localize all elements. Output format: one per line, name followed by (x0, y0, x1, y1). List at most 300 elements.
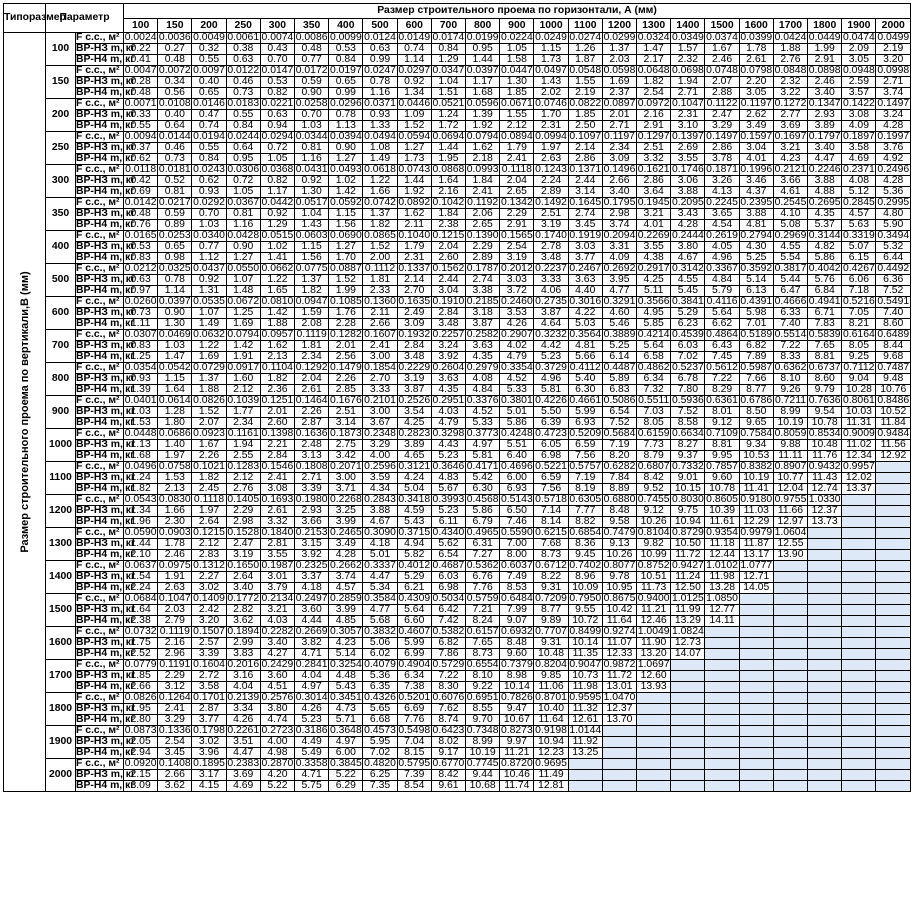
value-cell: 11.03 (739, 506, 773, 517)
param-label: ВР-Н4 m, кг (76, 252, 135, 263)
value-cell: 0.8204 (535, 659, 567, 670)
empty-cell (773, 561, 807, 572)
value-cell: 7.32 (637, 385, 671, 396)
value-cell: 4.35 (431, 385, 465, 396)
value-cell: 3.62 (158, 781, 192, 792)
value-cell: 0.2237 (535, 263, 567, 274)
value-cell: 0.5514 (774, 329, 807, 340)
value-cell: 7.22 (431, 671, 465, 682)
value-cell: 8.27 (671, 440, 705, 451)
width-header-300: 300 (260, 19, 294, 33)
value-cell: 1.15 (329, 209, 363, 220)
value-cell: 0.40 (192, 77, 226, 88)
value-cell: 8.58 (671, 418, 705, 429)
value-cell: 0.7745 (466, 758, 499, 769)
value-cell: 0.81 (158, 187, 192, 198)
value-cell: 5.51 (500, 440, 534, 451)
value-cell: 2.29 (226, 506, 260, 517)
height-size-cell: 200 (46, 99, 76, 132)
value-cell: 13.01 (602, 682, 636, 693)
value-cell: 2.87 (192, 704, 226, 715)
value-cell: 1.03 (124, 407, 158, 418)
value-cell: 0.0437 (193, 263, 225, 274)
value-cell: 0.1342 (500, 197, 533, 208)
value-cell: 0.70 (295, 110, 329, 121)
value-cell: 1.69 (226, 319, 260, 330)
param-label: ВР-НЗ m, кг (76, 307, 136, 318)
value-cell: 0.0368 (261, 164, 294, 175)
value-cell: 2.64 (226, 572, 260, 583)
empty-cell (671, 748, 705, 759)
value-cell: 0.1645 (569, 197, 602, 208)
value-cell: 0.0598 (603, 65, 636, 76)
value-cell: 0.1191 (159, 659, 191, 670)
value-cell: 1.70 (329, 253, 363, 264)
value-cell: 10.03 (842, 407, 876, 418)
value-cell: 0.4941 (808, 296, 841, 307)
value-cell: 5.85 (637, 319, 671, 330)
value-cell: 0.0848 (774, 65, 807, 76)
value-cell: 2.26 (192, 451, 226, 462)
value-cell: 2.34 (295, 352, 329, 363)
value-cell: 4.28 (876, 176, 911, 187)
value-cell: 0.0197 (329, 65, 362, 76)
value-cell: 0.0428 (227, 230, 260, 241)
value-cell: 2.02 (534, 88, 568, 99)
value-cell: 6.82 (739, 341, 773, 352)
empty-cell (739, 605, 773, 616)
value-cell: 3.48 (534, 253, 568, 264)
value-cell: 0.9957 (842, 461, 875, 472)
value-cell: 9.13 (602, 539, 636, 550)
value-cell: 0.2071 (329, 461, 362, 472)
value-cell: 0.6164 (842, 329, 875, 340)
empty-cell (808, 539, 842, 550)
value-cell: 0.0542 (158, 362, 191, 373)
value-cell: 0.1607 (364, 329, 396, 340)
value-cell: 0.1787 (466, 263, 499, 274)
value-cell: 7.52 (671, 407, 705, 418)
value-cell: 1.16 (295, 154, 329, 165)
empty-cell (637, 759, 671, 770)
value-cell: 1.14 (158, 286, 192, 297)
table-row (4, 187, 911, 198)
value-cell: 3.33 (363, 385, 397, 396)
value-cell: 6.14 (602, 352, 636, 363)
value-cell: 2.91 (637, 121, 671, 132)
value-cell: 0.3592 (740, 263, 773, 274)
width-header-500: 500 (363, 19, 397, 33)
value-cell: 0.0297 (398, 65, 431, 76)
value-cell: 1.96 (124, 517, 158, 528)
value-cell: 2.84 (397, 341, 431, 352)
value-cell: 0.0648 (637, 65, 670, 76)
value-cell: 0.0993 (466, 164, 499, 175)
value-cell: 4.52 (500, 374, 534, 385)
value-cell: 1.66 (363, 187, 397, 198)
value-cell: 0.7348 (466, 725, 499, 736)
param-label: ВР-Н4 m, кг (76, 318, 135, 329)
value-cell: 0.1980 (295, 494, 328, 505)
value-cell: 7.22 (705, 374, 739, 385)
value-cell: 6.83 (602, 385, 636, 396)
value-cell: 14.11 (705, 616, 739, 627)
value-cell: 0.0596 (466, 98, 499, 109)
empty-cell (842, 627, 876, 638)
value-cell: 11.61 (705, 517, 739, 528)
value-cell: 2.12 (226, 385, 260, 396)
value-cell: 12.02 (842, 473, 876, 484)
value-cell: 0.4226 (535, 395, 567, 406)
value-cell: 0.63 (260, 110, 294, 121)
value-cell: 6.59 (534, 473, 568, 484)
value-cell: 0.0072 (158, 65, 191, 76)
value-cell: 4.60 (602, 308, 636, 319)
value-cell: 0.1497 (877, 98, 910, 109)
value-cell: 0.2139 (227, 692, 260, 703)
value-cell: 4.06 (534, 286, 568, 297)
value-cell: 0.1042 (432, 197, 465, 208)
value-cell: 4.18 (363, 539, 397, 550)
value-cell: 0.53 (329, 44, 363, 55)
value-cell: 0.0887 (329, 263, 362, 274)
value-cell: 2.75 (329, 440, 363, 451)
value-cell: 11.35 (568, 649, 602, 660)
value-cell: 5.44 (773, 275, 807, 286)
empty-cell (842, 572, 876, 583)
value-cell: 0.8382 (740, 461, 773, 472)
value-cell: 11.87 (739, 539, 773, 550)
empty-cell (842, 748, 876, 759)
empty-cell (842, 528, 876, 539)
value-cell: 1.80 (158, 418, 192, 429)
value-cell: 0.8907 (774, 461, 807, 472)
value-cell: 1.04 (295, 209, 329, 220)
empty-cell (773, 770, 807, 781)
value-cell: 6.03 (431, 572, 465, 583)
value-cell: 0.38 (226, 44, 260, 55)
value-cell: 4.48 (329, 671, 363, 682)
value-cell: 0.72 (260, 143, 294, 154)
value-cell: 0.1650 (227, 560, 260, 571)
empty-cell (568, 770, 602, 781)
param-label: F с.с., м² (76, 528, 124, 539)
value-cell: 3.66 (295, 517, 329, 528)
value-cell: 0.1528 (227, 527, 260, 538)
value-cell: 0.1479 (329, 362, 362, 373)
value-cell: 2.91 (500, 220, 534, 231)
value-cell: 2.38 (124, 616, 158, 627)
value-cell: 1.53 (158, 473, 192, 484)
value-cell: 1.65 (260, 286, 294, 297)
value-cell: 0.2282 (261, 626, 294, 637)
table-row (4, 110, 911, 121)
value-cell: 2.63 (158, 583, 192, 594)
value-cell: 9.61 (431, 781, 465, 792)
param-label: F с.с., м² (76, 198, 124, 209)
empty-cell (773, 638, 807, 649)
value-cell: 8.54 (397, 781, 431, 792)
value-cell: 0.5201 (398, 692, 431, 703)
value-cell: 0.7479 (603, 527, 636, 538)
param-label: ВР-НЗ m, кг (76, 769, 136, 780)
value-cell: 0.1894 (227, 626, 260, 637)
value-cell: 12.37 (602, 704, 636, 715)
param-label: ВР-НЗ m, кг (76, 175, 136, 186)
table-row (4, 638, 911, 649)
empty-cell (876, 638, 911, 649)
value-cell: 6.36 (876, 275, 911, 286)
value-cell: 2.18 (466, 154, 500, 165)
value-cell: 7.89 (739, 352, 773, 363)
param-label: ВР-НЗ m, кг (76, 505, 136, 516)
value-cell: 1.03 (158, 341, 192, 352)
value-cell: 0.2582 (466, 329, 499, 340)
value-cell: 1.82 (363, 220, 397, 231)
value-cell: 0.2012 (500, 263, 533, 274)
value-cell: 0.1507 (193, 626, 225, 637)
value-cell: 1.44 (397, 176, 431, 187)
value-cell: 0.1197 (603, 131, 635, 142)
value-cell: 0.7209 (535, 593, 567, 604)
value-cell: 1.29 (260, 220, 294, 231)
value-cell: 0.4607 (398, 626, 431, 637)
value-cell: 9.31 (534, 638, 568, 649)
value-cell: 0.2870 (261, 758, 294, 769)
height-size-cell: 350 (46, 198, 76, 231)
value-cell: 4.49 (295, 737, 329, 748)
value-cell: 1.54 (124, 572, 158, 583)
value-cell: 1.67 (705, 44, 739, 55)
value-cell: 0.3057 (329, 626, 362, 637)
value-cell: 0.1910 (432, 296, 465, 307)
empty-cell (876, 473, 911, 484)
value-cell: 11.18 (705, 539, 739, 550)
table-row (4, 627, 911, 638)
empty-cell (705, 726, 739, 737)
value-cell: 0.0690 (329, 230, 362, 241)
value-cell: 10.95 (602, 583, 636, 594)
table-row (4, 462, 911, 473)
value-cell: 0.1697 (774, 131, 807, 142)
empty-cell (876, 572, 911, 583)
value-cell: 1.05 (500, 44, 534, 55)
value-cell: 9.44 (466, 770, 500, 781)
value-cell: 0.8104 (637, 527, 670, 538)
value-cell: 0.2016 (227, 659, 260, 670)
value-cell: 12.34 (842, 451, 876, 462)
value-cell: 1.15 (534, 44, 568, 55)
value-cell: 1.43 (534, 77, 568, 88)
param-label: ВР-Н4 m, кг (76, 120, 135, 131)
value-cell: 0.2735 (535, 296, 567, 307)
value-cell: 0.37 (124, 143, 158, 154)
value-cell: 7.39 (397, 770, 431, 781)
value-cell: 11.92 (568, 737, 602, 748)
value-cell: 0.1297 (637, 131, 670, 142)
value-cell: 0.0798 (740, 65, 773, 76)
value-cell: 10.67 (500, 715, 534, 726)
value-cell: 3.59 (363, 473, 397, 484)
param-label: ВР-Н4 m, кг (76, 450, 135, 461)
value-cell: 0.1122 (706, 98, 738, 109)
value-cell: 0.0344 (295, 131, 328, 142)
value-cell: 2.29 (158, 671, 192, 682)
value-cell: 1.64 (431, 176, 465, 187)
param-label: F с.с., м² (76, 627, 124, 638)
value-cell: 4.20 (260, 770, 294, 781)
empty-cell (842, 649, 876, 660)
value-cell: 0.4112 (569, 362, 601, 373)
value-cell: 0.78 (329, 110, 363, 121)
value-cell: 0.6634 (671, 428, 704, 439)
value-cell: 1.68 (124, 451, 158, 462)
value-cell: 0.7826 (500, 692, 533, 703)
value-cell: 1.42 (226, 341, 260, 352)
value-cell: 4.04 (226, 682, 260, 693)
value-cell: 2.28 (329, 319, 363, 330)
table-row (4, 572, 911, 583)
value-cell: 3.48 (431, 319, 465, 330)
value-cell: 5.29 (671, 308, 705, 319)
value-cell: 0.2794 (740, 230, 773, 241)
value-cell: 0.63 (363, 44, 397, 55)
value-cell: 0.48 (124, 209, 158, 220)
value-cell: 2.16 (637, 110, 671, 121)
value-cell: 0.5936 (671, 395, 704, 406)
value-cell: 0.5757 (569, 461, 602, 472)
value-cell: 0.55 (192, 143, 226, 154)
width-header-2000: 2000 (876, 19, 911, 33)
corner-param-header: Параметр (46, 4, 124, 33)
value-cell: 2.51 (637, 143, 671, 154)
value-cell: 0.90 (158, 308, 192, 319)
value-cell: 5.01 (500, 407, 534, 418)
value-cell: 0.22 (124, 44, 158, 55)
value-cell: 8.21 (842, 319, 876, 330)
table-row (4, 451, 911, 462)
empty-cell (876, 561, 911, 572)
value-cell: 1.88 (260, 319, 294, 330)
empty-cell (842, 517, 876, 528)
value-cell: 0.5590 (500, 527, 533, 538)
value-cell: 0.0494 (364, 131, 396, 142)
header-row-title (4, 4, 911, 19)
value-cell: 7.65 (466, 638, 500, 649)
value-cell: 6.03 (671, 341, 705, 352)
value-cell: 8.48 (500, 638, 534, 649)
value-cell: 6.84 (808, 286, 842, 297)
value-cell: 0.3418 (398, 494, 431, 505)
param-label: ВР-НЗ m, кг (76, 439, 136, 450)
value-cell: 3.88 (671, 187, 705, 198)
value-cell: 0.4309 (398, 593, 431, 604)
value-cell: 3.60 (295, 605, 329, 616)
value-cell: 0.0894 (500, 131, 533, 142)
value-cell: 10.19 (466, 748, 500, 759)
value-cell: 4.35 (808, 209, 842, 220)
value-cell: 1.44 (124, 539, 158, 550)
empty-cell (705, 649, 739, 660)
value-cell: 0.97 (124, 286, 158, 297)
value-cell: 3.89 (397, 440, 431, 451)
value-cell: 2.46 (808, 77, 842, 88)
value-cell: 9.79 (808, 385, 842, 396)
value-cell: 6.34 (637, 374, 671, 385)
empty-cell (739, 737, 773, 748)
value-cell: 9.26 (773, 385, 807, 396)
value-cell: 0.92 (397, 77, 431, 88)
value-cell: 5.36 (363, 671, 397, 682)
value-cell: 1.0102 (706, 560, 738, 571)
value-cell: 11.31 (842, 418, 876, 429)
value-cell: 0.9427 (671, 560, 704, 571)
value-cell: 3.71 (329, 484, 363, 495)
value-cell: 5.86 (808, 253, 842, 264)
value-cell: 0.0194 (193, 131, 225, 142)
width-header-900: 900 (500, 19, 534, 33)
param-label: F с.с., м² (76, 594, 124, 605)
empty-cell (876, 627, 911, 638)
value-cell: 0.6489 (877, 329, 910, 340)
value-cell: 9.48 (876, 374, 911, 385)
value-cell: 2.96 (158, 649, 192, 660)
value-cell: 0.2596 (364, 461, 396, 472)
table-row (4, 770, 911, 781)
value-cell: 3.03 (568, 242, 602, 253)
value-cell: 2.26 (295, 407, 329, 418)
value-cell: 1.62 (260, 341, 294, 352)
value-cell: 0.0212 (124, 263, 157, 274)
value-cell: 13.93 (637, 682, 671, 693)
value-cell: 0.6951 (466, 692, 499, 703)
empty-cell (808, 726, 842, 737)
value-cell: 6.98 (431, 583, 465, 594)
value-cell: 0.0174 (432, 32, 465, 43)
table-row (4, 528, 911, 539)
value-cell: 0.8077 (603, 560, 636, 571)
value-cell: 3.40 (260, 638, 294, 649)
value-cell: 0.9979 (740, 527, 773, 538)
value-cell: 4.55 (773, 242, 807, 253)
value-cell: 9.45 (568, 550, 602, 561)
value-cell: 2.19 (568, 88, 602, 99)
table-row (4, 781, 911, 792)
value-cell: 1.14 (397, 55, 431, 66)
value-cell: 10.40 (534, 704, 568, 715)
value-cell: 13.17 (739, 550, 773, 561)
empty-cell (876, 737, 911, 748)
table-row (4, 264, 911, 275)
value-cell: 12.44 (705, 550, 739, 561)
value-cell: 0.0758 (158, 461, 191, 472)
value-cell: 1.41 (260, 253, 294, 264)
value-cell: 1.85 (124, 671, 158, 682)
value-cell: 13.70 (602, 715, 636, 726)
value-cell: 4.40 (568, 286, 602, 297)
value-cell: 1.0604 (774, 527, 807, 538)
table-row (4, 297, 911, 308)
value-cell: 0.5987 (740, 362, 773, 373)
empty-cell (876, 781, 911, 792)
value-cell: 1.91 (226, 352, 260, 363)
value-cell: 0.4042 (808, 263, 841, 274)
empty-cell (705, 660, 739, 671)
value-cell: 1.0697 (637, 659, 670, 670)
empty-cell (773, 759, 807, 770)
value-cell: 4.08 (842, 176, 876, 187)
value-cell: 0.4864 (706, 329, 738, 340)
